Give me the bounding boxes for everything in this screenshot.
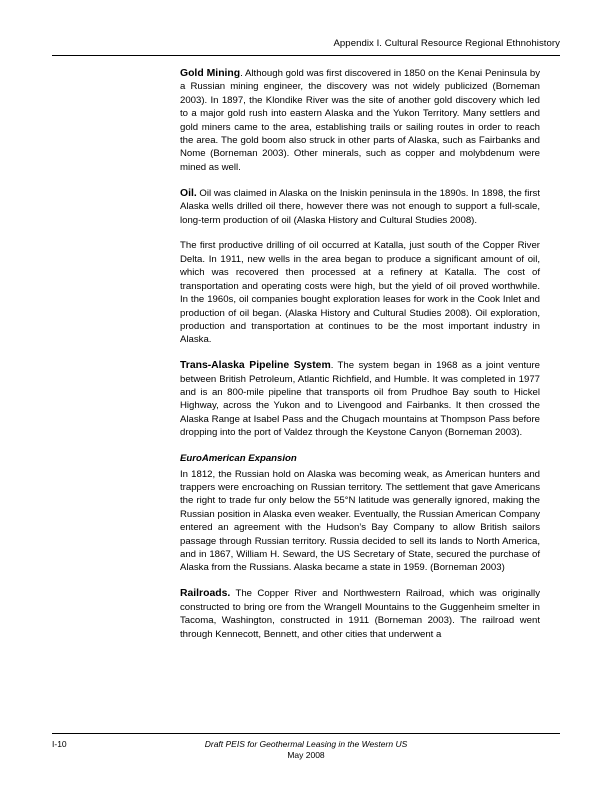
text-railroads: The Copper River and Northwestern Railroad, which was originally constructed to bring ore from the Wrangell Mountains to the Guggenheim smelter in Tacoma, Washington, constructed in 1911 (Borneman 2003). The railroad went through Kennecott, Bennett, and other cities that underwent a xyxy=(180,588,540,640)
heading-euroamerican: EuroAmerican Expansion xyxy=(180,453,297,465)
heading-oil: Oil. xyxy=(180,187,197,199)
footer-divider xyxy=(52,733,560,734)
paragraph-euroamerican xyxy=(180,452,540,575)
footer-info xyxy=(0,739,612,761)
text-euroamerican: In 1812, the Russian hold on Alaska was becoming weak, as American hunters and trappers were encroaching on Russian territory. The settlement that gave Americans the right to trade fur only below the 55°N latitude was generally ignored, making the Russian position in Alaska even weaker. Eventually, the Russian American Company entered an agreement with the Hudson’s Bay Company to allow British sailors passage through Russian territory. Russia decided to sell its lands to North America, and in 1867, William H. Seward, the US Secretary of State, secured the purchase of Alaska from the Russians. Alaska became a state in 1959. (Borneman 2003) xyxy=(180,468,540,574)
text-gold-mining: . Although gold was first discovered in 1850 on the Kenai Peninsula by a Russian mining engineer, the discovery was not widely publicized (Borneman 2003). In 1897, the Klondike River was the site of another gold discovery which led to a major gold rush into eastern Alaska and the Yukon Territory. Many settlers and gold miners came to the area, establishing trails or sailing routes in order to reach the area. The gold boom also struck in other parts of Alaska, such as Fairbanks and Nome (Borneman 2003). Other minerals, such as copper and molybdenum were mined as well. xyxy=(180,68,540,173)
heading-pipeline: Trans-Alaska Pipeline System xyxy=(180,360,331,372)
footer-doc-title: Draft PEIS for Geothermal Leasing in the Western US xyxy=(204,739,408,749)
text-oil: Oil was claimed in Alaska on the Iniskin peninsula in the 1890s. In 1898, the first Alaska wells drilled oil there, however there was not enough to support a full-scale, long-term production of oil (Alaska History and Cultural Studies 2008). xyxy=(180,187,540,226)
heading-gold-mining: Gold Mining xyxy=(180,68,241,79)
paragraph-pipeline xyxy=(180,359,540,439)
header-divider xyxy=(52,55,560,56)
body-text xyxy=(180,67,540,653)
page-number: I-10 xyxy=(52,739,67,749)
footer-date: May 2008 xyxy=(287,750,325,760)
paragraph-gold-mining xyxy=(180,67,540,174)
running-header: Appendix I. Cultural Resource Regional Ethnohistory xyxy=(333,38,560,49)
paragraph-railroads xyxy=(180,587,540,641)
text-pipeline: . The system began in 1968 as a joint venture between British Petroleum, Atlantic Richfield, and Humble. It was completed in 1977 and is an 800-mile pipeline that transports oil from Prudhoe Bay south to Hickel Highway, across the Yukon and to Livengood and Fairbanks. It then crossed the Alaska Range at Isabel Pass and the Chugach mountains at Thompson Pass before dropping into the port of Valdez through the Keystone Canyon (Borneman 2003). xyxy=(180,360,540,439)
paragraph-oil xyxy=(180,187,540,227)
paragraph-oil-katalla xyxy=(180,239,540,346)
text-oil-katalla: The first productive drilling of oil occurred at Katalla, just south of the Copper River Delta. In 1911, new wells in the area began to produce a significant amount of oil, which was recovered then processed at a refinery at Katalla. The cost of transportation and operating costs were high, but the yield of oil proved worthwhile. In the 1960s, oil companies bought exploration leases for work in the Cook Inlet and production of oil began. (Alaska History and Cultural Studies 2008). Oil exploration, production and transportation at continues to be the most important industry in Alaska. xyxy=(180,240,540,346)
heading-railroads: Railroads. xyxy=(180,588,231,600)
